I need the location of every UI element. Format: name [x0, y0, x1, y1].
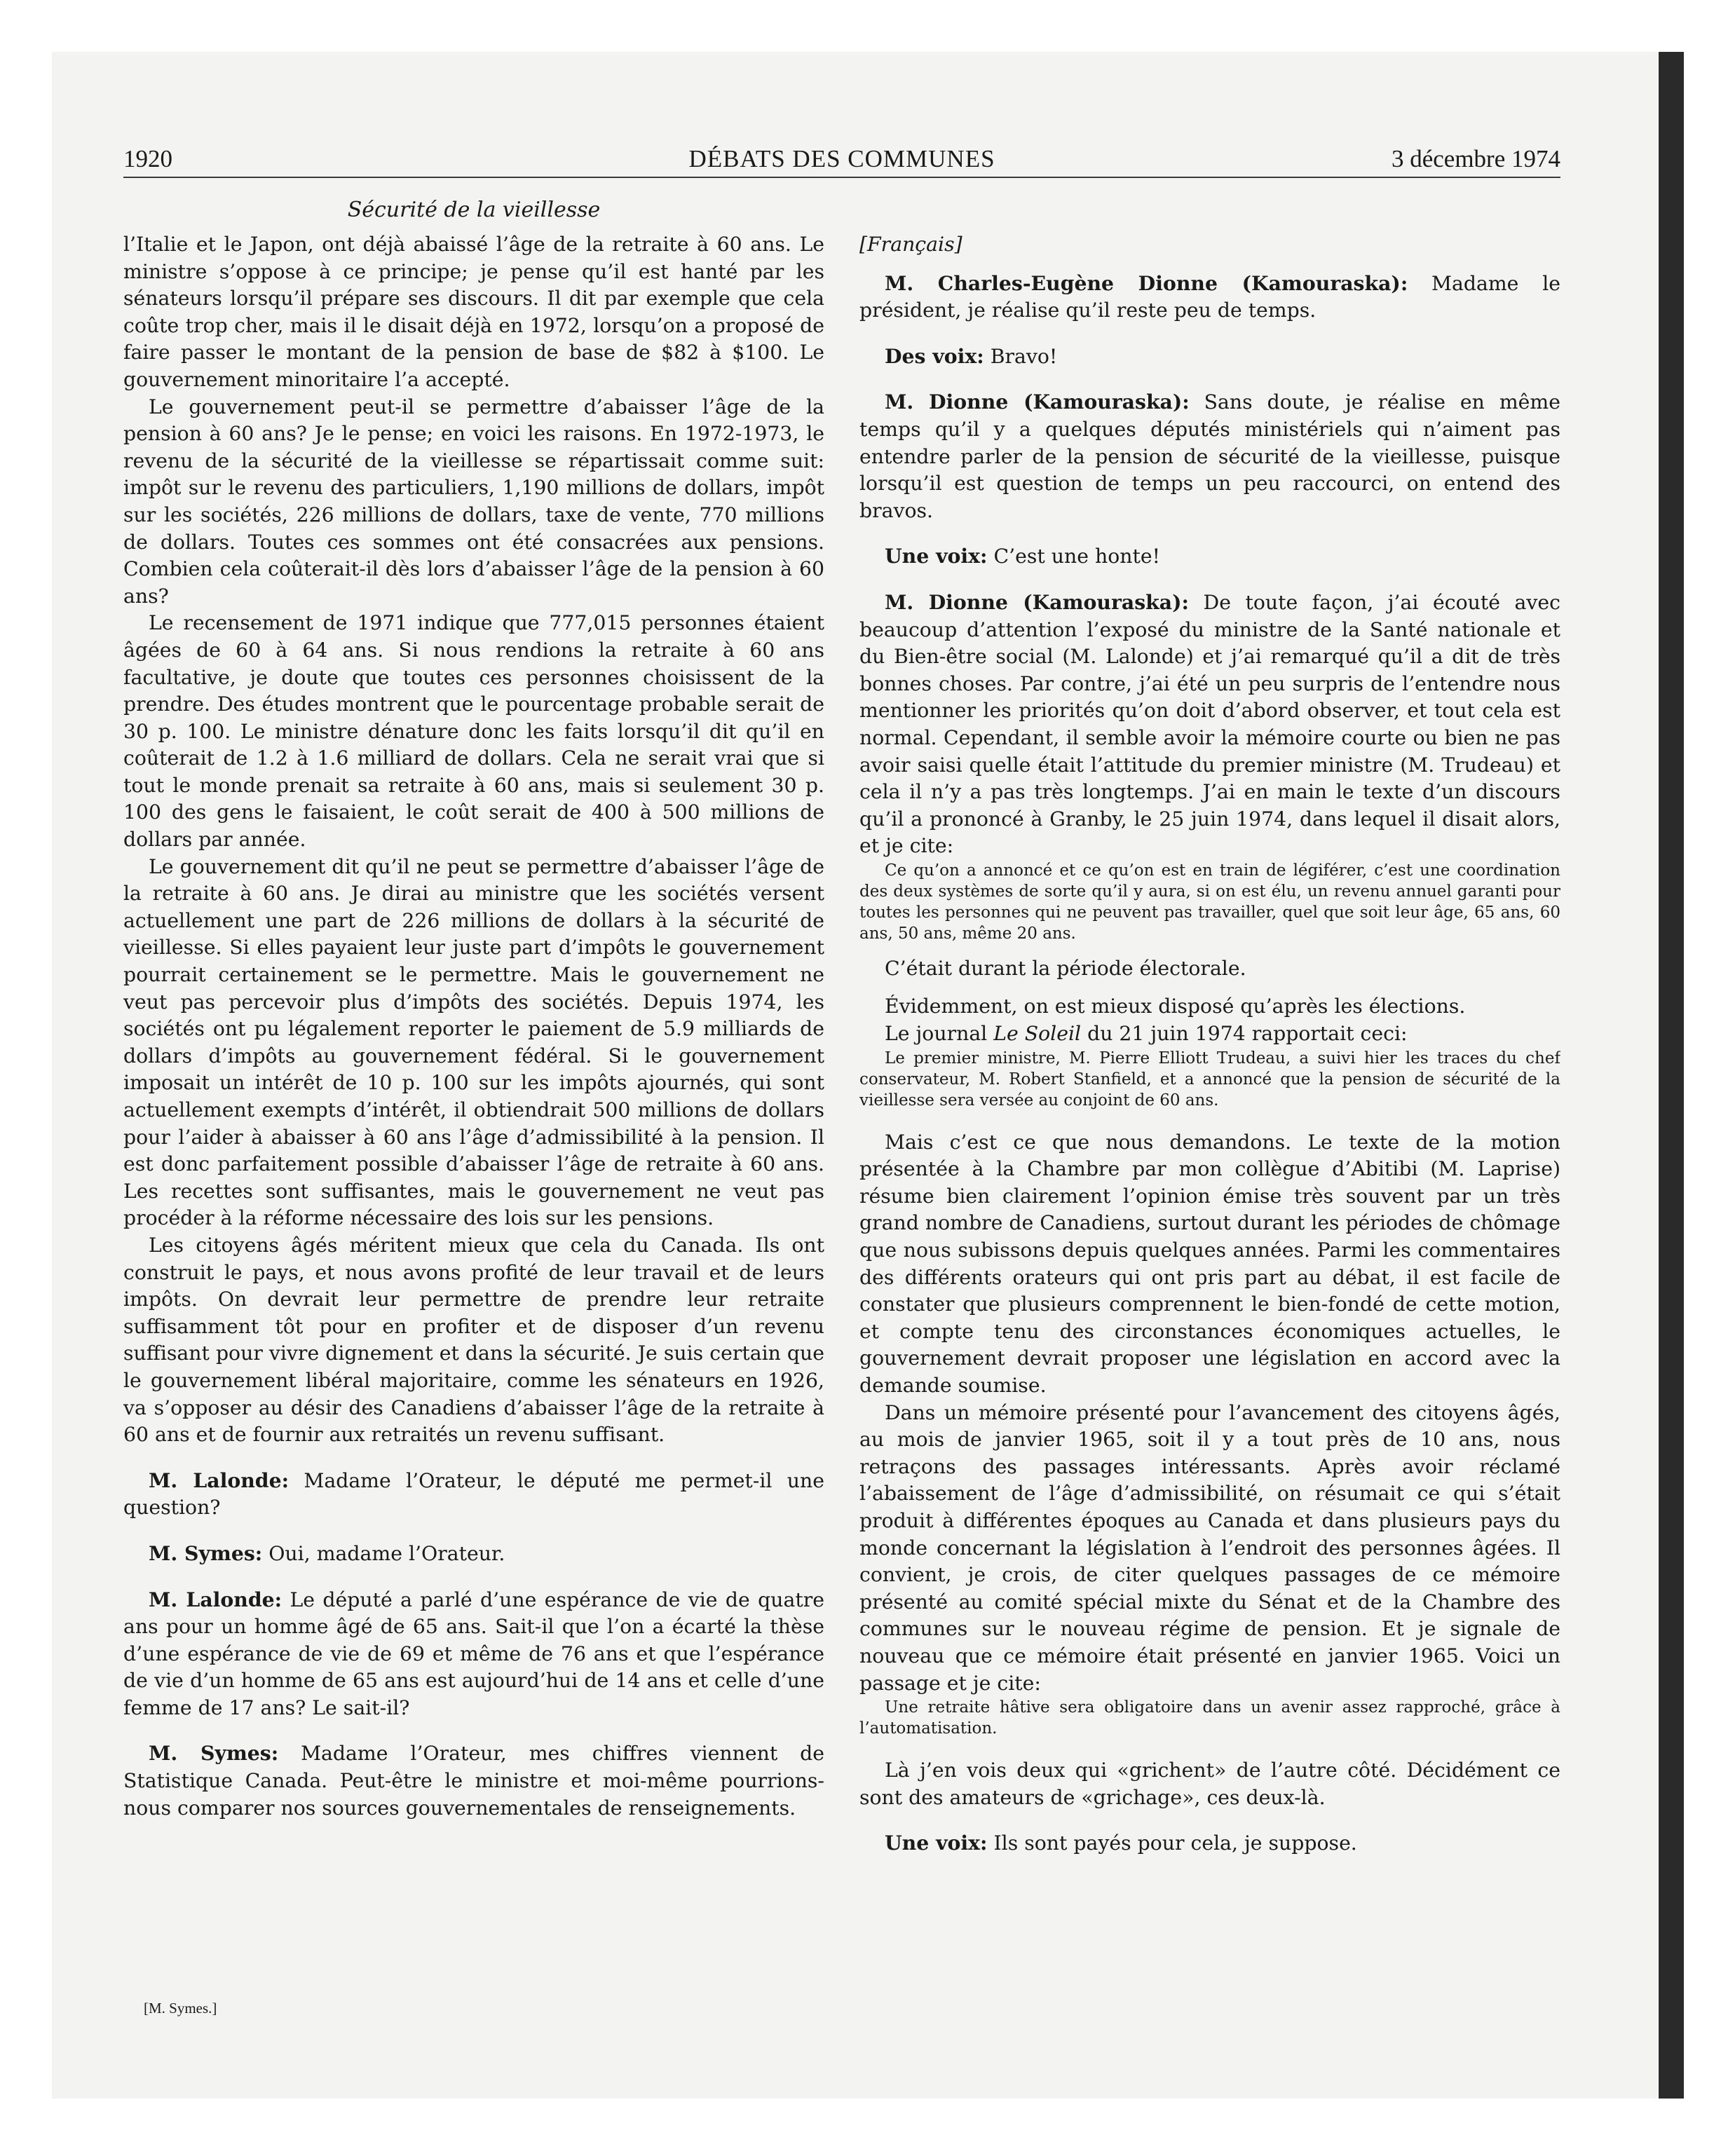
paragraph: Évidemment, on est mieux disposé qu’après les élections.: [885, 995, 1466, 1018]
speaker-name: M. Symes:: [149, 1541, 263, 1565]
speech-text: Madame le président, je réalise qu’il reste peu de temps.: [859, 271, 1560, 322]
speech: [859, 589, 1560, 860]
paragraph: Le recensement de 1971 indique que 777,015 personnes étaient âgées de 60 à 64 ans. Si nous rendions la retraite à 60 ans facultative, je doute que toutes ces personnes choisissent de la prendre. Des études montrent que le pourcentage probable serait de 30 p. 100. Le ministre dénature donc les faits lorsqu’il dit qu’il en coûterait de 1.2 à 1.6 milliard de dollars. Cela ne serait vrai que si tout le monde prenait sa retraite à 60 ans, mais si seulement 30 p. 100 des gens le faisaient, le coût serait de 400 à 500 millions de dollars par année.: [123, 611, 824, 852]
speaker-name: Une voix:: [885, 544, 988, 568]
publication-date: 3 décembre 1974: [1391, 145, 1560, 172]
paragraph: Là j’en vois deux qui «grichent» de l’autre côté. Décidément ce sont des amateurs de «grichage», ces deux-là.: [859, 1759, 1560, 1809]
paragraph: [859, 1021, 1560, 1048]
speech-text: C’est une honte!: [987, 545, 1160, 568]
scan-edge-shadow: [1659, 52, 1684, 2099]
block-quote: Ce qu’on a annoncé et ce qu’on est en train de légiférer, c’est une coordination des deux systèmes de sorte qu’il y aura, si on est élu, un revenu annuel garanti pour toutes les personnes qui ne peuvent pas travailler, quel que soit leur âge, 65 ans, 60 ans, 50 ans, même 20 ans.: [859, 861, 1560, 943]
speech: [859, 270, 1560, 325]
speech: [859, 543, 1560, 571]
speaker-name: M. Lalonde:: [149, 1587, 283, 1611]
paragraph: Le gouvernement dit qu’il ne peut se permettre d’abaisser l’âge de la retraite à 60 ans. Je dirai au ministre que les sociétés versent actuellement une part de 226 millions de dollars à la sécurité de vieillesse. Si elles payaient leur juste part d’impôts le gouvernement pourrait certainement se le permettre. Mais le gouvernement ne veut pas percevoir plus d’impôts des sociétés. Depuis 1974, les sociétés ont pu légalement reporter le paiement de 5.9 milliards de dollars d’impôts au gouvernement fédéral. Si le gouvernement imposait un intérêt de 10 p. 100 sur les impôts ajournés, qui sont actuellement exempts d’intérêt, il obtiendrait 500 millions de dollars pour l’aider à abaisser à 60 ans l’âge d’admissibilité à la pension. Il est donc parfaitement possible d’abaisser l’âge de retraite à 60 ans. Les recettes sont suffisantes, mais le gouvernement ne veut pas procéder à la réforme nécessaire des lois sur les pensions.: [123, 854, 824, 1230]
speaker-name: M. Charles-Eugène Dionne (Kamouraska):: [885, 271, 1408, 295]
speaker-name: M. Lalonde:: [149, 1468, 290, 1492]
newspaper-title: Le Soleil: [993, 1022, 1082, 1046]
speech-text: Oui, madame l’Orateur.: [262, 1541, 505, 1565]
language-marker: [Français]: [859, 233, 962, 256]
speech-text: Le député a parlé d’une espérance de vie de quatre ans pour un homme âgé de 65 ans. Sait-il que l’on a écarté la thèse d’une espérance de vie de 69 et même de 76 ans et que l’espérance de vie d’un homme de 65 ans est aujourd’hui de 14 ans et celle d’une femme de 17 ans? Le sait-il?: [123, 1588, 824, 1719]
paragraph: Les citoyens âgés méritent mieux que cela du Canada. Ils ont construit le pays, et nous avons profité de leur travail et de leurs impôts. On devrait leur permettre de prendre leur retraite suffisamment tôt pour en profiter et de disposer d’un revenu suffisant pour vivre dignement et dans la sécurité. Je suis certain que le gouvernement libéral majoritaire, comme les sénateurs en 1926, va s’opposer au désir des Canadiens d’abaisser l’âge de la retraite à 60 ans et de fournir aux retraités un revenu suffisant.: [123, 1233, 824, 1447]
speech-text: De toute façon, j’ai écouté avec beaucoup d’attention l’exposé du ministre de la Santé nationale et du Bien-être social (M. Lalonde) et j’ai remarqué qu’il a dit de très bonnes choses. Par contre, j’ai été un peu surpris de l’entendre nous mentionner les priorités qu’on doit d’abord observer, et tout cela est normal. Cependant, il semble avoir la mémoire courte ou bien ne pas avoir saisi quelle était l’attitude du premier ministre (M. Trudeau) et cela il n’y a pas très longtemps. J’ai en main le texte d’un discours qu’il a prononcé à Granby, le 25 juin 1974, dans lequel il disait alors, et je cite:: [859, 590, 1560, 858]
speech-text: Madame l’Orateur, mes chiffres viennent de Statistique Canada. Peut-être le ministre et moi-même pourrions-nous comparer nos sources gouvernementales de renseignements.: [123, 1742, 824, 1820]
speech: [123, 1540, 824, 1568]
speaker-name: Des voix:: [885, 343, 984, 368]
speaker-name: Une voix:: [885, 1831, 988, 1855]
speech: [859, 343, 1560, 371]
speech-text: Sans doute, je réalise en même temps qu’il y a quelques députés ministériels qui n’aiment pas entendre parler de la pension de sécurité de la vieillesse, puisque lorsqu’il est question de temps un peu raccourci, on entend des bravos.: [859, 390, 1560, 522]
page-number: 1920: [123, 145, 172, 172]
text-run: du 21 juin 1974 rapportait ceci:: [1081, 1022, 1408, 1046]
left-column: [123, 231, 824, 2026]
right-column: [859, 231, 1560, 2026]
speaker-name: M. Dionne (Kamouraska):: [885, 390, 1190, 414]
speech-text: Bravo!: [984, 344, 1058, 368]
paragraph: l’Italie et le Japon, ont déjà abaissé l’âge de la retraite à 60 ans. Le ministre s’oppose à ce principe; je pense qu’il est hanté par les sénateurs lorsqu’il prépare ses discours. Il dit par exemple que cela coûte trop cher, mais il le disait déjà en 1972, lorsqu’on a proposé de faire passer le montant de la pension de base de $82 à $100. Le gouvernement minoritaire l’a accepté.: [123, 233, 824, 391]
speech-text: Ils sont payés pour cela, je suppose.: [987, 1831, 1357, 1855]
speaker-footnote: [M. Symes.]: [144, 2000, 217, 2017]
speech: [123, 1740, 824, 1822]
paragraph: Dans un mémoire présenté pour l’avancement des citoyens âgés, au mois de janvier 1965, soit il y a tout près de 10 ans, nous retraçons des passages intéressants. Après avoir réclamé l’abaissement de l’âge d’admissibilité, on résumait ce qui s’était produit à différentes époques au Canada et dans plusieurs pays du monde concernant la législation à l’endroit des personnes âgées. Il convient, je crois, de citer quelques passages de ce mémoire présenté au comité spécial mixte du Sénat et de la Chambre des communes sur le nouveau régime de pension. Et je signale de nouveau que ce mémoire était présenté en janvier 1965. Voici un passage et je cite:: [859, 1400, 1560, 1695]
paragraph: Le gouvernement peut-il se permettre d’abaisser l’âge de la pension à 60 ans? Je le pense; en voici les raisons. En 1972-1973, le revenu de la sécurité de la vieillesse se répartissait comme suit: impôt sur le revenu des particuliers, 1,190 millions de dollars, impôt sur les sociétés, 226 millions de dollars, taxe de vente, 770 millions de dollars. Toutes ces sommes ont été consacrées aux pensions. Combien cela coûterait-il dès lors d’abaisser l’âge de la pension à 60 ans?: [123, 395, 824, 608]
speech: [123, 1467, 824, 1522]
text-run: Le journal: [885, 1022, 994, 1046]
speech: [859, 1829, 1560, 1857]
block-quote: Une retraite hâtive sera obligatoire dans un avenir assez rapproché, grâce à l’automatisation.: [859, 1698, 1560, 1738]
speech: [123, 1586, 824, 1722]
speaker-name: M. Dionne (Kamouraska):: [885, 589, 1189, 614]
paragraph: C’était durant la période électorale.: [885, 956, 1246, 980]
paragraph: Mais c’est ce que nous demandons. Le texte de la motion présentée à la Chambre par mon collègue d’Abitibi (M. Laprise) résume bien clairement l’opinion émise très souvent par un très grand nombre de Canadiens, surtout durant les périodes de chômage que nous subissons depuis quelques années. Parmi les commentaires des différents orateurs qui ont pris part au débat, il est facile de constater que plusieurs comprennent le bien-fondé de cette motion, et compte tenu des circonstances économiques actuelles, le gouvernement devrait proposer une législation en accord avec la demande soumise.: [859, 1130, 1560, 1397]
speech: [859, 388, 1560, 524]
publication-title: DÉBATS DES COMMUNES: [688, 145, 995, 172]
running-header: [123, 143, 1560, 178]
subject-heading: Sécurité de la vieillesse: [347, 198, 601, 222]
speaker-name: M. Symes:: [149, 1741, 279, 1766]
speech-text: Madame l’Orateur, le député me permet-il une question?: [123, 1468, 824, 1520]
block-quote: Le premier ministre, M. Pierre Elliott Trudeau, a suivi hier les traces du chef conservateur, M. Robert Stanfield, et a annoncé que la pension de sécurité de la vieillesse sera versée au conjoint de 60 ans.: [859, 1049, 1560, 1110]
